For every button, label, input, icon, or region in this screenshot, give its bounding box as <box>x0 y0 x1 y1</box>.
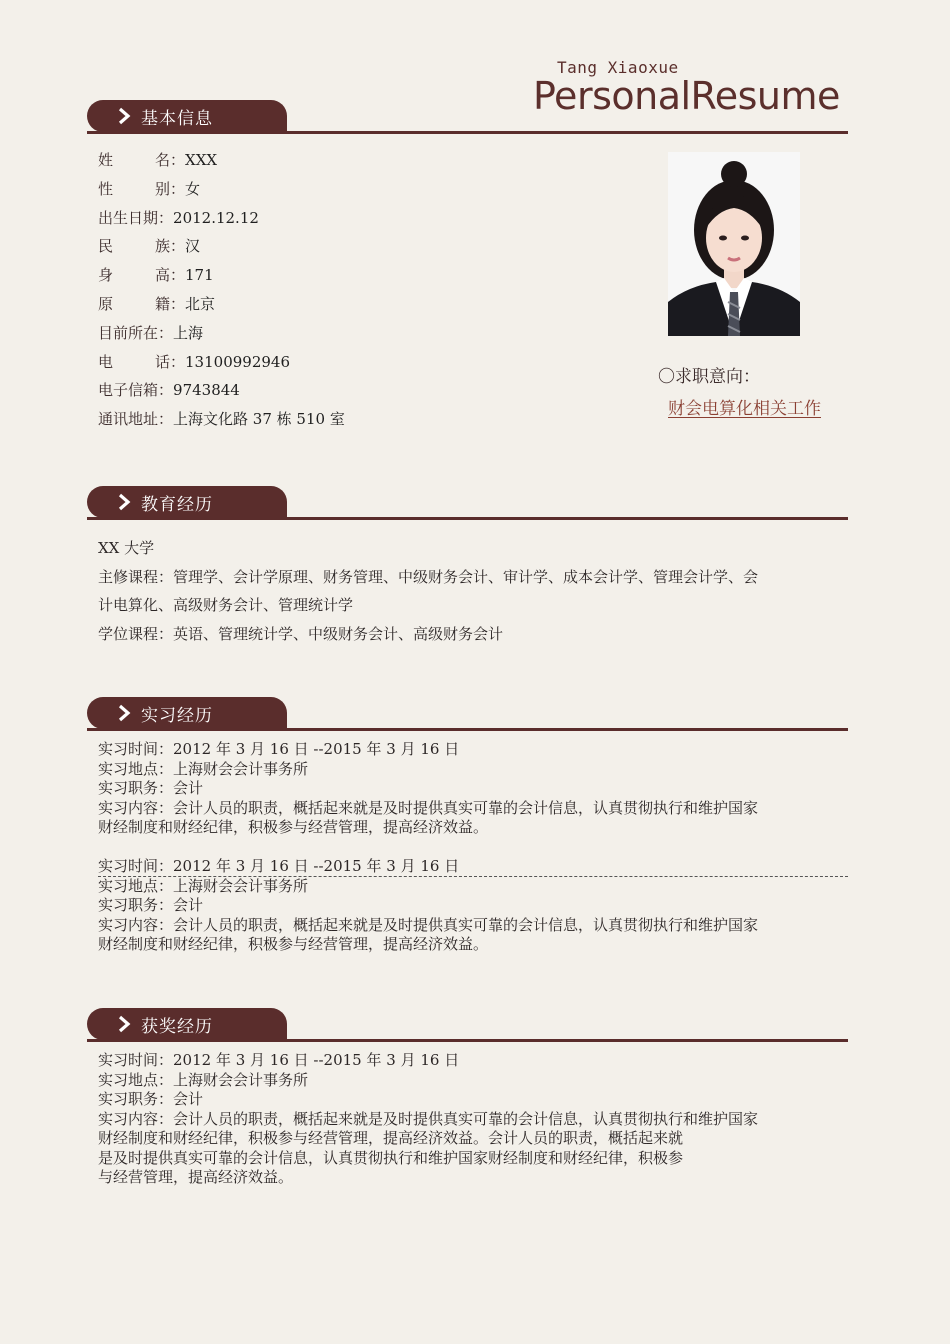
award-role: 实习职务：会计 <box>98 1090 204 1108</box>
info-row-address: 通讯地址：上海文化路 37 栋 510 室 <box>98 407 345 436</box>
section-divider <box>87 1039 848 1042</box>
info-label: 原籍 <box>98 294 170 313</box>
info-label: 通讯地址 <box>98 410 159 429</box>
info-row-location: 目前所在：上海 <box>98 321 345 350</box>
award-entry <box>98 1051 843 1188</box>
award-content-cont: 与经营管理，提高经济效益。 <box>98 1168 294 1186</box>
section-header-basic <box>87 100 848 134</box>
section-title: 获奖经历 <box>141 1017 213 1037</box>
internship-role: 实习职务：会计 <box>98 779 204 797</box>
name-english: Tang Xiaoxue <box>557 58 679 77</box>
info-label: 性别 <box>98 179 170 198</box>
info-value: XXX <box>185 151 218 169</box>
info-row-gender: 性别：女 <box>98 177 345 206</box>
award-content-cont: 财经制度和财经纪律，积极参与经营管理，提高经济效益。会计人员的职责，概括起来就 <box>98 1129 684 1147</box>
info-row-origin: 原籍：北京 <box>98 292 345 321</box>
info-label: 电子信箱 <box>98 381 159 400</box>
internship-time: 实习时间：2012 年 3 月 16 日 --2015 年 3 月 16 日 <box>98 857 460 875</box>
info-value: 上海文化路 37 栋 510 室 <box>173 410 345 429</box>
internship-content-cont: 财经制度和财经纪律，积极参与经营管理，提高经济效益。 <box>98 818 489 836</box>
info-row-email: 电子信箱：9743844 <box>98 378 345 407</box>
award-time: 实习时间：2012 年 3 月 16 日 --2015 年 3 月 16 日 <box>98 1051 460 1069</box>
info-row-height: 身高：171 <box>98 263 345 292</box>
info-value: 北京 <box>185 294 216 313</box>
info-label: 出生日期 <box>98 208 159 227</box>
info-value: 汉 <box>185 237 201 256</box>
basic-info-list <box>98 148 345 436</box>
info-value: 13100992946 <box>185 352 290 371</box>
section-divider <box>87 131 848 134</box>
info-row-ethnicity: 民族：汉 <box>98 234 345 263</box>
job-intent-label: 〇求职意向： <box>658 367 760 387</box>
degree-courses: 学位课程：英语、管理统计学、中级财务会计、高级财务会计 <box>98 625 504 644</box>
internship-role: 实习职务：会计 <box>98 896 204 914</box>
major-courses-cont: 计电算化、高级财务会计、管理统计学 <box>98 596 354 615</box>
info-value: 9743844 <box>173 381 240 400</box>
chevron-right-icon <box>115 107 133 125</box>
chevron-right-icon <box>115 493 133 511</box>
internship-entry-2 <box>98 857 843 955</box>
profile-photo <box>668 152 800 336</box>
info-value: 2012.12.12 <box>173 208 259 227</box>
info-label: 身高 <box>98 266 170 285</box>
section-header-internship <box>87 697 848 731</box>
internship-content-cont: 财经制度和财经纪律，积极参与经营管理，提高经济效益。 <box>98 935 489 953</box>
info-row-birth: 出生日期：2012.12.12 <box>98 206 345 235</box>
job-intent-value: 财会电算化相关工作 <box>668 399 821 419</box>
award-content-cont: 是及时提供真实可靠的会计信息，认真贯彻执行和维护国家财经制度和财经纪律，积极参 <box>98 1148 684 1167</box>
chevron-right-icon <box>115 704 133 722</box>
section-divider <box>87 728 848 731</box>
internship-place: 实习地点：上海财会会计事务所 <box>98 876 309 895</box>
info-label: 姓名 <box>98 151 170 169</box>
award-place: 实习地点：上海财会会计事务所 <box>98 1070 309 1089</box>
section-title: 实习经历 <box>141 706 213 726</box>
internship-place: 实习地点：上海财会会计事务所 <box>98 759 309 778</box>
school-name: XX 大学 <box>98 539 155 557</box>
section-title: 基本信息 <box>141 109 213 129</box>
resume-title: PersonalResume <box>533 74 840 118</box>
section-divider <box>87 517 848 520</box>
internship-entry-1 <box>98 740 843 838</box>
chevron-right-icon <box>115 1015 133 1033</box>
internship-content: 实习内容：会计人员的职责，概括起来就是及时提供真实可靠的会计信息，认真贯彻执行和维护国家 <box>98 915 759 934</box>
award-content: 实习内容：会计人员的职责，概括起来就是及时提供真实可靠的会计信息，认真贯彻执行和维护国家 <box>98 1109 759 1128</box>
section-header-education <box>87 486 848 520</box>
info-value: 171 <box>185 266 214 285</box>
internship-content: 实习内容：会计人员的职责，概括起来就是及时提供真实可靠的会计信息，认真贯彻执行和维护国家 <box>98 798 759 817</box>
section-header-awards <box>87 1008 848 1042</box>
major-courses: 主修课程：管理学、会计学原理、财务管理、中级财务会计、审计学、成本会计学、管理会计学、会 <box>98 567 759 586</box>
internship-time: 实习时间：2012 年 3 月 16 日 --2015 年 3 月 16 日 <box>98 740 460 758</box>
education-details <box>98 534 843 649</box>
info-label: 民族 <box>98 237 170 256</box>
info-label: 目前所在 <box>98 323 159 342</box>
info-row-name: 姓名：XXX <box>98 148 345 177</box>
info-value: 上海 <box>173 323 204 342</box>
section-title: 教育经历 <box>141 495 213 515</box>
info-row-phone: 电话：13100992946 <box>98 350 345 379</box>
info-value: 女 <box>185 179 201 198</box>
info-label: 电话 <box>98 352 170 371</box>
